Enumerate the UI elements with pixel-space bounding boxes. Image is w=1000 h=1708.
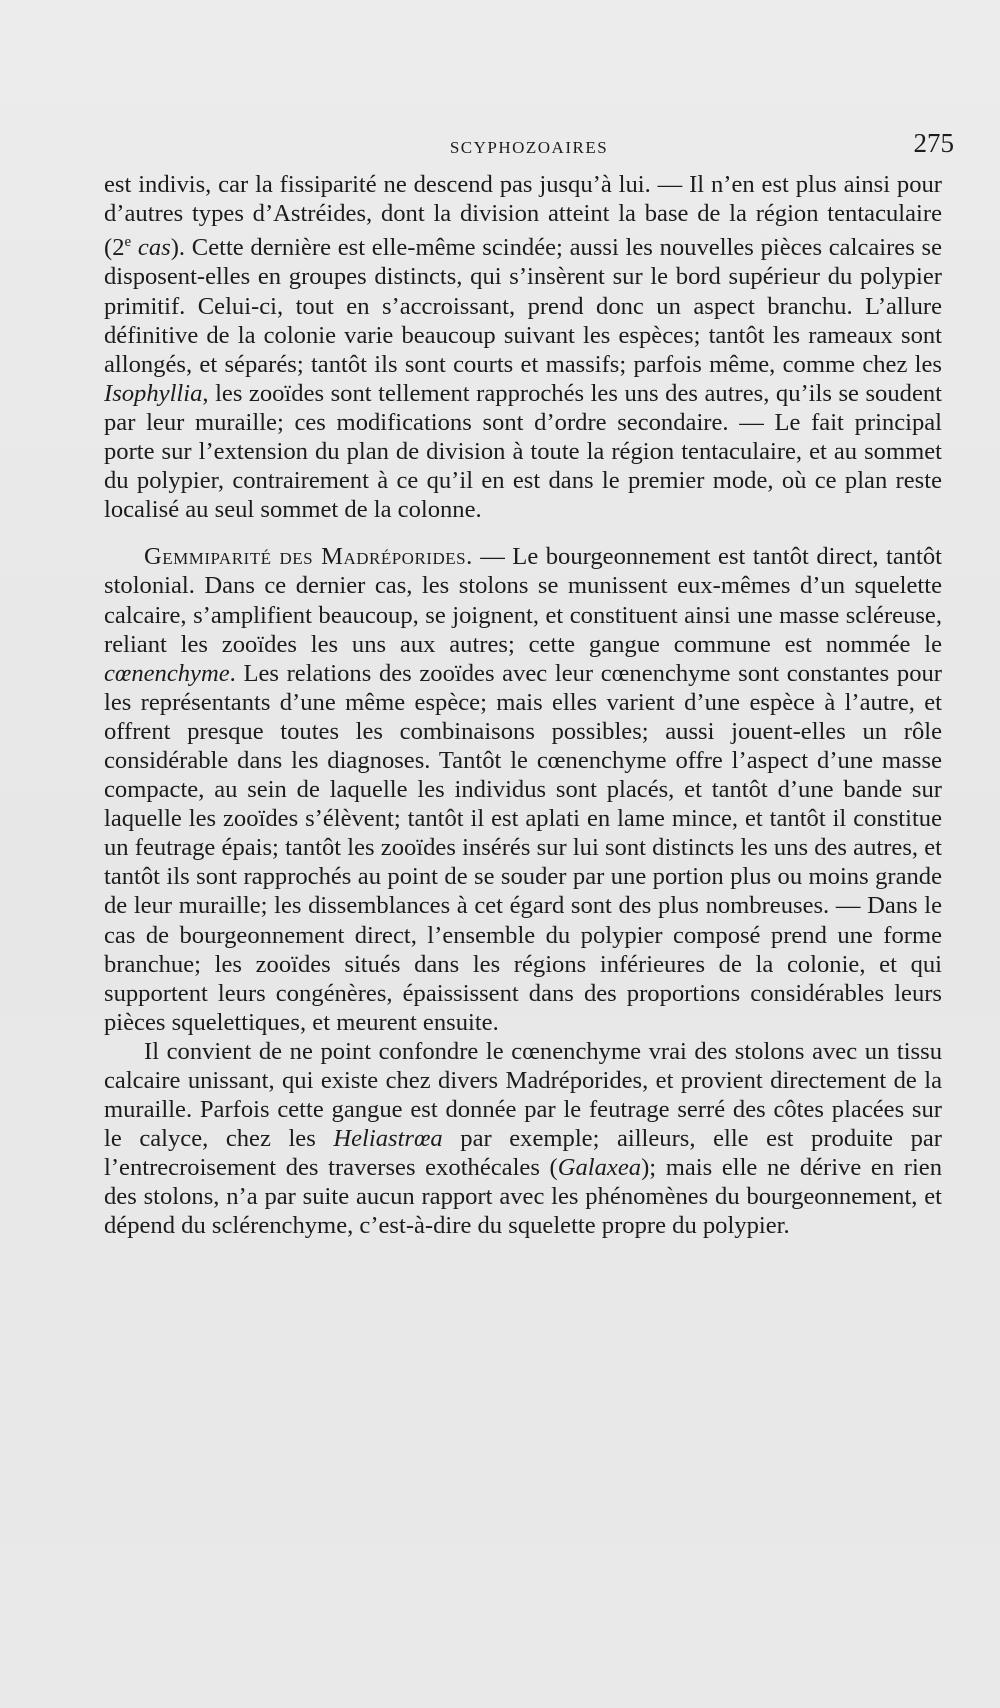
p2-text-a: — Le bourgeonnement est tantôt direct, tantôt stolonial. Dans ce dernier cas, les stolons se munissent eux-mêmes d’un squelette calcaire, s’amplifient beaucoup, se joignent, et constituent ainsi une masse scléreuse, reliant les zooïdes les uns aux autres; cette gangue commune est nommée le: [104, 543, 942, 658]
p2-italic-coenenchyme: cœnenchyme: [104, 659, 230, 687]
p1-text-d: ). Cette dernière est elle-même scindée; aussi les nouvelles pièces calcaires se disposent-elles en groupes distincts, qui s’insèrent sur le bord supérieur du polypier primitif. Celui-ci, tout en s’accroissant, prend donc un aspect branchu. L’allure définitive de la colonie varie beaucoup suivant les espèces; tantôt les rameaux sont allongés, et séparés; tantôt ils sont courts et massifs; parfois même, comme chez les: [104, 234, 943, 378]
p1-italic-cas: cas: [137, 234, 171, 262]
p1-text-a: est indivis, car la fissiparité ne descend pas jusqu’à lui. — Il n’en est plus ainsi pour d’autres types d’Astréides, dont la division atteint la base de la région tentaculaire (2: [104, 171, 942, 262]
p1-text-f: , les zooïdes sont tellement rapprochés les uns des autres, qu’ils se soudent par leur muraille; ces modifications sont d’ordre secondaire. — Le fait principal porte sur l’extension du plan de division à toute la région tentaculaire, et au sommet du polypier, contrairement à ce qu’il en est dans le premier mode, où ce plan reste localisé au seul sommet de la colonne.: [104, 379, 942, 524]
p2-text-c: . Les relations des zooïdes avec leur cœnenchyme sont constantes pour les représentants d’une même espèce; mais elles varient d’une espèce à l’autre, et offrent presque toutes les combinaisons possibles; aussi jouent-elles un rôle considérable dans les diagnoses. Tantôt le cœnenchyme offre l’aspect d’une masse compacte, au sein de laquelle les individus sont placés, et tantôt d’une bande sur laquelle les zooïdes s’élèvent; tantôt il est aplati en lame mince, et tantôt il constitue un feutrage épais; tantôt les zooïdes insérés sur lui sont distincts les uns des autres, et tantôt ils sont rapprochés au point de se souder par une portion plus ou moins grande de leur muraille; les dissemblances à cet égard sont des plus nombreuses. — Dans le cas de bourgeonnement direct, l’ensemble du polypier composé prend une forme branchue; les zooïdes situés dans les régions inférieures de la colonie, et qui supportent leurs congénères, épaississent dans des proportions considérables leurs pièces squelettiques, et meurent ensuite.: [104, 659, 942, 1036]
paragraph-2: [104, 542, 942, 1037]
p3-italic-heliastrea: Heliastrœa: [333, 1125, 443, 1153]
p3-italic-galaxea: Galaxea: [557, 1154, 642, 1182]
p1-text-b: [131, 234, 138, 261]
p1-superscript: e: [124, 234, 132, 251]
running-head: [104, 128, 954, 164]
page-number: 275: [913, 128, 954, 158]
p1-italic-isophyllia: Isophyllia: [104, 379, 203, 407]
paragraph-1: [104, 170, 942, 524]
page-text: [104, 170, 942, 1241]
p3-text-e: ); mais elle ne dérive en rien des stolons, n’a par suite aucun rapport avec les phénomènes du bourgeonnement, et dépend du sclérenchyme, c’est-à-dire du squelette propre du polypier.: [104, 1154, 942, 1240]
paragraph-3: [104, 1037, 942, 1241]
p3-text-a: Il convient de ne point confondre le cœnenchyme vrai des stolons avec un tissu calcaire unissant, qui existe chez divers Madréporides, et provient directement de la muraille. Parfois cette gangue est donnée par le feutrage serré des côtes placées sur le calyce, chez les: [104, 1037, 942, 1153]
section-heading: Gemmiparité des Madréporides.: [144, 543, 473, 571]
p3-text-c: par exemple; ailleurs, elle est produite par l’entrecroisement des traverses exothécales (: [104, 1125, 943, 1182]
running-title: SCYPHOZOAIRES: [449, 138, 609, 157]
